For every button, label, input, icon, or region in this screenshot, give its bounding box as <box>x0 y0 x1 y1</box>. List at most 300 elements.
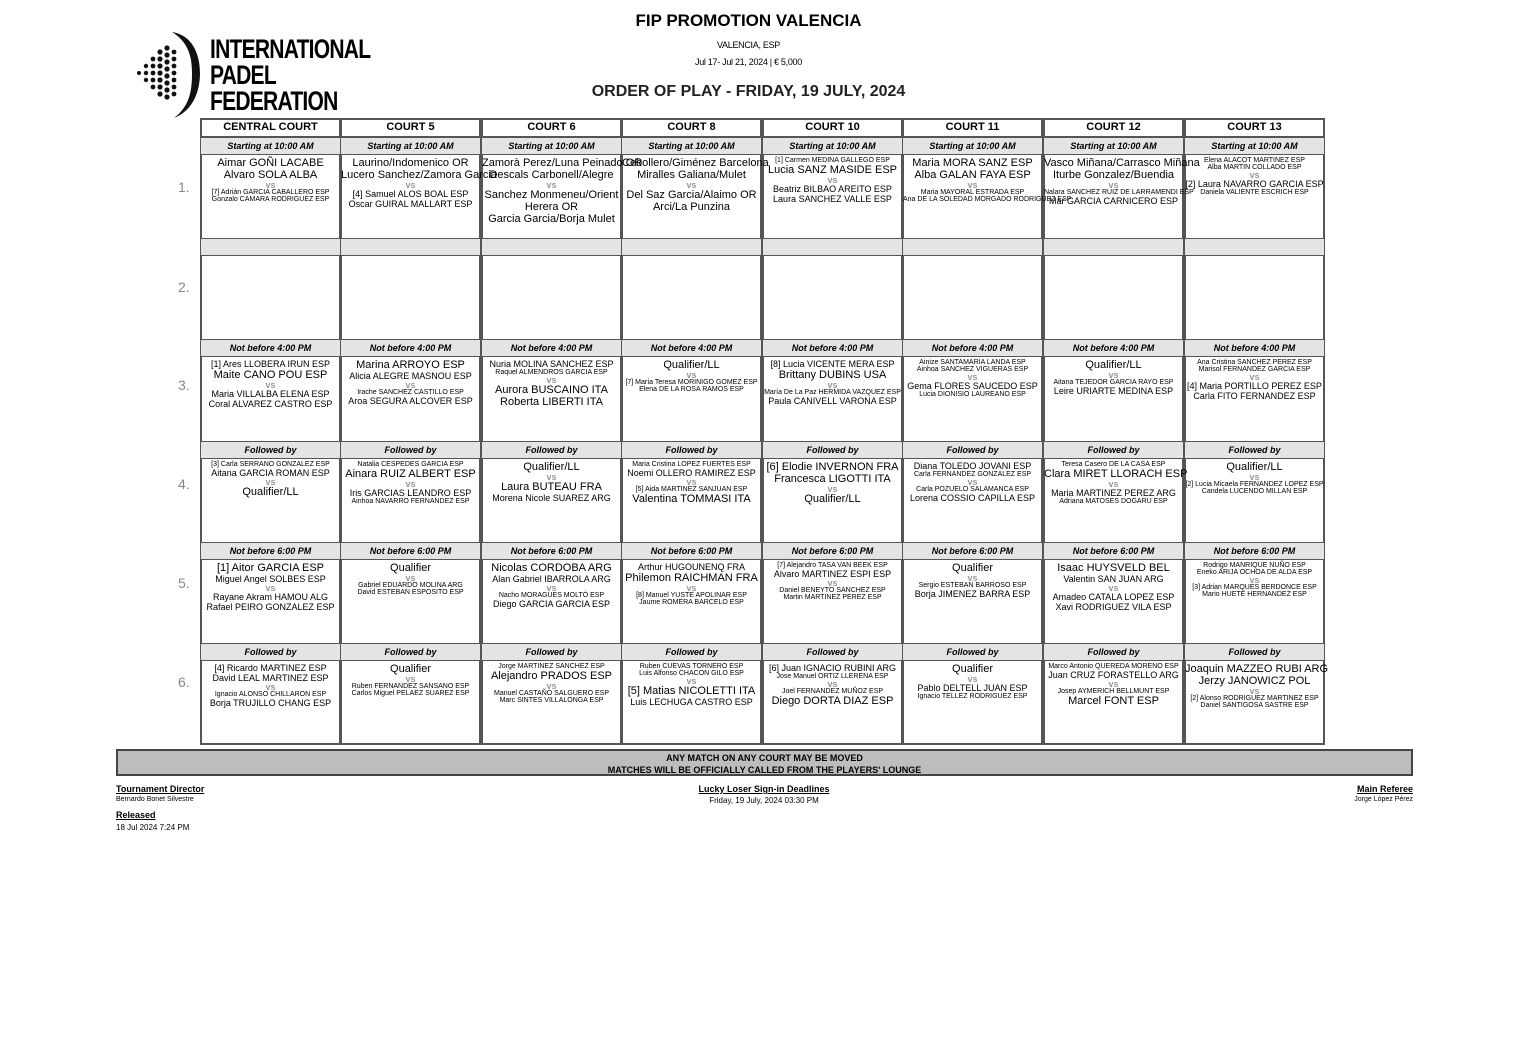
player-line: Eneko ARIJA OCHOA DE ALDA ESP <box>1196 569 1313 576</box>
empty-slot-bar <box>1185 238 1324 256</box>
tournament-title: FIP PROMOTION VALENCIA <box>635 11 862 30</box>
vs-separator: vs <box>546 180 557 190</box>
slot-time-label: Not before 6:00 PM <box>622 542 761 560</box>
player-line: [5] Aida MARTINEZ SANJUAN ESP <box>635 486 748 493</box>
released-label: Released <box>116 810 156 820</box>
player-line: Zamorà Perez/Luna Peinado OR <box>482 157 643 169</box>
player-line: Ainara RUIZ ALBERT ESP <box>345 468 476 480</box>
vs-separator: vs <box>405 380 416 390</box>
player-line: Marco Antonio QUEREDA MORENO ESP <box>1048 663 1179 670</box>
main-referee-label: Main Referee <box>1356 784 1413 794</box>
slot-time-label: Starting at 10:00 AM <box>903 137 1042 155</box>
vs-separator: vs <box>827 578 838 588</box>
player-line: Maria VILLALBA ELENA ESP <box>211 389 330 399</box>
player-line: Miralles Galiana/Mulet <box>637 169 746 181</box>
player-line: Oscar GUIRAL MALLART ESP <box>348 199 473 209</box>
court-header: COURT 6 <box>527 121 576 133</box>
player-line: Diego GARCIA GARCIA ESP <box>492 599 611 609</box>
vs-separator: vs <box>1249 170 1260 180</box>
player-line: Jaume ROMERA BARCELO ESP <box>639 599 744 606</box>
slot-time-label: Followed by <box>482 643 621 661</box>
player-line: Alejandro PRADOS ESP <box>490 670 613 682</box>
player-line: Philemon RAICHMAN FRA <box>625 572 758 584</box>
player-line: Adriana MATOSES DOGARU ESP <box>1059 498 1168 505</box>
player-line: Valentina TOMMASI ITA <box>632 493 751 505</box>
player-line: Garcia Garcia/Borja Mulet <box>488 213 615 225</box>
player-line: Aroa SEGURA ALCOVER ESP <box>348 396 473 406</box>
player-line: Ignacio ALONSO CHILLARON ESP <box>214 691 327 698</box>
player-line: Morena Nicole SUAREZ ARG <box>492 493 611 503</box>
player-line: Clara MIRET LLORACH ESP <box>1044 468 1188 480</box>
vs-separator: vs <box>1108 679 1119 689</box>
player-line: [6] Elodie INVERNON FRA <box>766 461 899 473</box>
empty-slot-bar <box>482 238 621 256</box>
player-line: [1] Ares LLOBERA IRUN ESP <box>210 359 331 369</box>
player-line: [7] Adrián GARCIA CABALLERO ESP <box>211 189 330 196</box>
player-line: Vasco Miñana/Carrasco Miñana <box>1044 157 1200 169</box>
player-line: Ainhoa NAVARRO FERNANDEZ ESP <box>351 498 470 505</box>
vs-separator: vs <box>265 477 276 487</box>
main-referee-name: Jorge López Pérez <box>1354 796 1413 803</box>
match-cell <box>1044 562 1183 642</box>
vs-separator: vs <box>827 484 838 494</box>
player-line: Qualifier/LL <box>663 359 720 371</box>
vs-separator: vs <box>827 380 838 390</box>
slot-time-label: Followed by <box>903 643 1042 661</box>
tournament-director-name: Bernardo Bonet Silvestre <box>116 796 194 803</box>
player-line: Daniel BENEYTO SANCHEZ ESP <box>779 587 886 594</box>
match-cell <box>1185 359 1324 440</box>
match-cell <box>341 359 480 440</box>
slot-time-label: Not before 4:00 PM <box>341 339 480 357</box>
court-header: COURT 13 <box>1227 121 1282 133</box>
player-line: Candela LUCENDO MILLAN ESP <box>1201 488 1308 495</box>
slot-time-label: Followed by <box>1044 643 1183 661</box>
court-header: COURT 5 <box>386 121 435 133</box>
slot-time-label: Not before 4:00 PM <box>763 339 902 357</box>
vs-separator: vs <box>1249 686 1260 696</box>
logo-line: INTERNATIONAL <box>210 34 371 64</box>
match-cell <box>622 663 761 744</box>
slot-time-label: Followed by <box>763 643 902 661</box>
released-value: 18 Jul 2024 7:24 PM <box>116 823 190 832</box>
slot-time-label: Followed by <box>903 441 1042 459</box>
player-line: Qualifier <box>390 562 431 574</box>
player-line: Valentin SAN JUAN ARG <box>1063 574 1164 584</box>
slot-time-label: Not before 6:00 PM <box>341 542 480 560</box>
player-line: Luis Alfonso CHACON GILO ESP <box>639 670 744 677</box>
vs-separator: vs <box>546 681 557 691</box>
player-line: Jorge MARTINEZ SANCHEZ ESP <box>498 663 605 670</box>
empty-slot-bar <box>622 238 761 256</box>
slot-time-label: Starting at 10:00 AM <box>622 137 761 155</box>
player-line: Natalia CESPEDES GARCIA ESP <box>357 461 464 468</box>
row-number: 4. <box>178 476 190 492</box>
player-line: Noemi OLLERO RAMIREZ ESP <box>627 468 756 478</box>
vs-separator: vs <box>546 472 557 482</box>
slot-time-label: Not before 4:00 PM <box>622 339 761 357</box>
match-cell <box>201 461 340 541</box>
slot-time-label: Starting at 10:00 AM <box>1185 137 1324 155</box>
match-cell <box>482 562 621 642</box>
player-line: [1] Aitor GARCIA ESP <box>217 562 324 574</box>
player-line: Laurino/Indomenico OR <box>352 157 469 169</box>
vs-separator: vs <box>967 674 978 684</box>
match-cell <box>903 461 1042 541</box>
player-line: David LEAL MARTINEZ ESP <box>212 673 329 683</box>
player-line: Maite CANO POU ESP <box>213 369 328 381</box>
vs-separator: vs <box>265 682 276 692</box>
player-line: Carla FERNANDEZ GONZALEZ ESP <box>913 471 1032 478</box>
player-line: Alvaro MARTINEZ ESPI ESP <box>773 569 892 579</box>
player-line: Elena ALACOT MARTINEZ ESP <box>1204 157 1305 164</box>
player-line: Alvaro SOLA ALBA <box>223 169 318 181</box>
player-line: Marina ARROYO ESP <box>356 359 465 371</box>
slot-time-label: Starting at 10:00 AM <box>201 137 340 155</box>
slot-time-label: Not before 6:00 PM <box>1044 542 1183 560</box>
vs-separator: vs <box>1108 583 1119 593</box>
match-cell <box>1044 663 1183 744</box>
slot-time-label: Followed by <box>622 441 761 459</box>
player-line: Qualifier/LL <box>1226 461 1283 473</box>
player-line: Ruben FERNANDEZ SANSANO ESP <box>351 683 470 690</box>
player-line: Nuria MOLINA SANCHEZ ESP <box>489 359 614 369</box>
slot-time-label: Not before 4:00 PM <box>1044 339 1183 357</box>
player-line: Lorena COSSIO CAPILLA ESP <box>909 493 1036 503</box>
player-line: [5] Matias NICOLETTI ITA <box>627 685 756 697</box>
player-line: [2] Alonso RODRIGUEZ MARTINEZ ESP <box>1190 695 1319 702</box>
player-line: Ainize SANTAMARIA LANDA ESP <box>919 359 1026 366</box>
match-cell <box>1185 461 1324 541</box>
player-line: Aimar GOÑI LACABE <box>217 157 324 169</box>
match-cell <box>903 562 1042 642</box>
match-cell <box>903 359 1042 440</box>
player-line: Ignacio TELLEZ RODRIGUEZ ESP <box>917 693 1028 700</box>
vs-separator: vs <box>546 583 557 593</box>
player-line: Leire URIARTE MEDINA ESP <box>1053 386 1174 396</box>
slot-time-label: Followed by <box>201 643 340 661</box>
player-line: Xavi RODRIGUEZ VILA ESP <box>1055 602 1172 612</box>
player-line: Carla POZUELO SALAMANCA ESP <box>916 486 1029 493</box>
match-cell <box>1044 461 1188 541</box>
slot-time-label: Not before 4:00 PM <box>903 339 1042 357</box>
vs-separator: vs <box>967 477 978 487</box>
player-line: Borja TRUJILLO CHANG ESP <box>209 698 332 708</box>
player-line: Rafael PEIRO GONZALEZ ESP <box>206 602 335 612</box>
player-line: Nacho MORAGUES MOLTÓ ESP <box>498 592 605 599</box>
court-header: CENTRAL COURT <box>223 121 318 133</box>
player-line: [8] Lucia VICENTE MERA ESP <box>770 359 895 369</box>
player-line: Qualifier <box>390 663 431 675</box>
court-header: COURT 11 <box>945 121 1000 133</box>
player-line: Daniel SANTIGOSA SASTRE ESP <box>1200 702 1309 709</box>
court-header: COURT 10 <box>805 121 860 133</box>
player-line: Joaquin MAZZEO RUBI ARG <box>1185 663 1329 675</box>
player-line: [6] Juan IGNACIO RUBINI ARG <box>768 663 897 673</box>
player-line: Isaac HUYSVELD BEL <box>1057 562 1170 574</box>
player-line: [4] Maria PORTILLO PEREZ ESP <box>1187 381 1322 391</box>
vs-separator: vs <box>405 674 416 684</box>
player-line: [4] Samuel ALOS BOAL ESP <box>352 189 469 199</box>
player-line: Carlos Miguel PELAEZ SUAREZ ESP <box>351 690 470 697</box>
vs-separator: vs <box>686 583 697 593</box>
order-of-play-heading: ORDER OF PLAY - FRIDAY, 19 JULY, 2024 <box>591 83 906 100</box>
player-line: Iris GARCIAS LEANDRO ESP <box>349 488 472 498</box>
match-cell <box>763 663 902 744</box>
match-cell <box>482 359 621 440</box>
notice-moved: ANY MATCH ON ANY COURT MAY BE MOVED <box>666 753 863 763</box>
match-cell <box>482 461 621 541</box>
slot-time-label: Followed by <box>341 441 480 459</box>
player-line: Marc SINTES VILLALONGA ESP <box>499 697 604 704</box>
player-line: Jose Manuel ORTIZ LLERENA ESP <box>776 673 889 680</box>
match-cell <box>622 359 761 440</box>
player-line: Marisol FERNANDEZ GARCIA ESP <box>1198 366 1311 373</box>
match-cell <box>201 157 340 238</box>
player-line: Ana DE LA SOLEDAD MORGADO RODRIGUEZ ESP <box>903 196 1072 203</box>
row-number: 6. <box>178 674 190 690</box>
player-line: Herera OR <box>524 201 579 213</box>
match-cell <box>903 157 1072 238</box>
player-line: Manuel CASTAÑO SALGUERO ESP <box>493 690 610 697</box>
player-line: Descals Carbonell/Alegre <box>489 169 614 181</box>
match-cell <box>201 663 340 744</box>
match-cell <box>1044 157 1200 238</box>
player-line: David ESTEBAN ESPOSITO ESP <box>357 589 464 596</box>
slot-time-label: Followed by <box>622 643 761 661</box>
tournament-location: VALENCIA, ESP <box>717 40 780 50</box>
player-line: Gema FLORES SAUCEDO ESP <box>907 381 1038 391</box>
slot-time-label: Followed by <box>341 643 480 661</box>
slot-time-label: Not before 6:00 PM <box>201 542 340 560</box>
player-line: Diana TOLEDO JOVANI ESP <box>913 461 1032 471</box>
player-line: María De La Paz HERMIDA VAZQUEZ ESP <box>764 389 901 396</box>
empty-slot-bar <box>341 238 480 256</box>
player-line: Joel FERNANDEZ MUÑOZ ESP <box>781 688 884 695</box>
player-line: Raquel ALMENDROS GARCIA ESP <box>495 369 608 376</box>
player-line: [1] Carmen MEDINA GALLEGO ESP <box>775 157 890 164</box>
player-line: Alan Gabriel IBARROLA ARG <box>492 574 611 584</box>
player-line: Aitana TEJEDOR GARCIA RAYO ESP <box>1053 379 1174 386</box>
player-line: Alicia ALEGRE MASNOU ESP <box>349 371 472 381</box>
empty-slot-bar <box>201 238 340 256</box>
vs-separator: vs <box>265 583 276 593</box>
vs-separator: vs <box>827 175 838 185</box>
player-line: Del Saz Garcia/Alaimo OR <box>626 189 757 201</box>
player-line: [2] Laura NAVARRO GARCIA ESP <box>1185 179 1324 189</box>
vs-separator: vs <box>967 573 978 583</box>
empty-slot-bar <box>763 238 902 256</box>
match-cell <box>1044 359 1183 440</box>
player-line: Maria Cristina LOPEZ FUERTES ESP <box>632 461 751 468</box>
slot-time-label: Not before 6:00 PM <box>763 542 902 560</box>
lucky-loser-value: Friday, 19 July, 2024 03:30 PM <box>709 796 819 805</box>
player-line: Roberta LIBERTI ITA <box>500 396 603 408</box>
player-line: Elena DE LA ROSA RAMOS ESP <box>639 386 744 393</box>
player-line: Maria MAYORAL ESTRADA ESP <box>920 189 1025 196</box>
player-line: Cebollero/Giménez Barcelona <box>622 157 769 169</box>
player-line: Laura SANCHEZ VALLE ESP <box>773 194 892 204</box>
slot-time-label: Not before 6:00 PM <box>1185 542 1324 560</box>
slot-time-label: Followed by <box>1185 441 1324 459</box>
player-line: Qualifier/LL <box>1085 359 1142 371</box>
match-cell <box>763 157 902 238</box>
player-line: Rayane Akram HAMOU ALG <box>212 592 329 602</box>
court-header: COURT 8 <box>667 121 716 133</box>
vs-separator: vs <box>1249 372 1260 382</box>
player-line: Borja JIMENEZ BARRA ESP <box>914 589 1031 599</box>
vs-separator: vs <box>967 372 978 382</box>
match-cell <box>341 461 480 541</box>
player-line: Lucero Sanchez/Zamora Garcia <box>341 169 497 181</box>
player-line: Alba MARTIN COLLADO ESP <box>1207 164 1302 171</box>
slot-time-label: Followed by <box>1185 643 1324 661</box>
player-line: Beatriz BILBAO AREITO ESP <box>773 184 892 194</box>
player-line: Josep AYMERICH BELLMUNT ESP <box>1057 688 1170 695</box>
notice-lounge: MATCHES WILL BE OFFICIALLY CALLED FROM THE PLAYERS' LOUNGE <box>607 765 922 775</box>
player-line: Aurora BUSCAINO ITA <box>495 384 608 396</box>
vs-separator: vs <box>1108 370 1119 380</box>
tournament-director-label: Tournament Director <box>116 784 205 794</box>
player-line: Alba GALAN FAYA ESP <box>914 169 1031 181</box>
match-cell <box>482 663 621 744</box>
lucky-loser-label: Lucky Loser Sign-in Deadlines <box>698 784 830 794</box>
match-cell <box>622 461 761 541</box>
player-line: [3] Adrian MARQUES BERDONCE ESP <box>1192 584 1317 591</box>
row-number: 1. <box>178 179 190 195</box>
vs-separator: vs <box>265 380 276 390</box>
player-line: Diego DORTA DIAZ ESP <box>771 695 894 707</box>
player-line: Iturbe Gonzalez/Buendia <box>1052 169 1175 181</box>
player-line: [2] Lucia Micaela FERNANDEZ LOPEZ ESP <box>1185 481 1324 488</box>
player-line: Ruben CUEVAS TORNERO ESP <box>639 663 744 670</box>
player-line: Gonzalo CAMARA RODRIGUEZ ESP <box>211 196 330 203</box>
vs-separator: vs <box>686 370 697 380</box>
slot-time-label: Not before 6:00 PM <box>903 542 1042 560</box>
empty-slot-bar <box>903 238 1042 256</box>
notice-box <box>116 749 1413 776</box>
slot-time-label: Starting at 10:00 AM <box>1044 137 1183 155</box>
vs-separator: vs <box>265 180 276 190</box>
slot-time-label: Followed by <box>1044 441 1183 459</box>
empty-slot-bar <box>1044 238 1183 256</box>
vs-separator: vs <box>546 375 557 385</box>
player-line: Maria MARTINEZ PEREZ ARG <box>1051 488 1176 498</box>
vs-separator: vs <box>1108 479 1119 489</box>
slot-time-label: Not before 4:00 PM <box>1185 339 1324 357</box>
player-line: Paula CANIVELL VARONA ESP <box>768 396 897 406</box>
player-line: Qualifier/LL <box>804 493 861 505</box>
player-line: Pablo DELTELL JUAN ESP <box>917 683 1028 693</box>
slot-time-label: Followed by <box>482 441 621 459</box>
vs-separator: vs <box>1108 180 1119 190</box>
player-line: Ainhoa SANCHEZ VIGUERAS ESP <box>916 366 1029 373</box>
player-line: Nicolas CORDOBA ARG <box>491 562 612 574</box>
player-line: [3] Carla SERRANO GONZALEZ ESP <box>211 461 330 468</box>
vs-separator: vs <box>405 479 416 489</box>
row-number: 2. <box>178 279 190 295</box>
slot-time-label: Starting at 10:00 AM <box>341 137 480 155</box>
player-line: Gabriel EDUARDO MOLINA ARG <box>358 582 463 589</box>
player-line: [7] María Teresa MORINIGO GOMEZ ESP <box>625 379 758 386</box>
player-line: Jerzy JANOWICZ POL <box>1198 675 1311 687</box>
player-line: Arci/La Punzina <box>652 201 731 213</box>
slot-time-label: Starting at 10:00 AM <box>482 137 621 155</box>
vs-separator: vs <box>686 477 697 487</box>
player-line: Amadeo CATALA LOPEZ ESP <box>1052 592 1175 602</box>
match-cell <box>341 157 497 238</box>
player-line: [7] Alejandro TASA VAN BEEK ESP <box>777 562 888 569</box>
vs-separator: vs <box>686 180 697 190</box>
player-line: Coral ALVAREZ CASTRO ESP <box>208 399 333 409</box>
slot-time-label: Not before 4:00 PM <box>482 339 621 357</box>
player-line: Nalara SANCHEZ RUIZ DE LARRAMENDI ESP <box>1044 189 1194 196</box>
player-line: Ana Cristina SANCHEZ PEREZ ESP <box>1197 359 1312 366</box>
slot-time-label: Followed by <box>763 441 902 459</box>
match-cell <box>201 562 340 642</box>
vs-separator: vs <box>1249 575 1260 585</box>
slot-time-label: Followed by <box>201 441 340 459</box>
slot-time-label: Starting at 10:00 AM <box>763 137 902 155</box>
player-line: Lucia SANZ MASIDE ESP <box>768 164 897 176</box>
vs-separator: vs <box>686 676 697 686</box>
player-line: Irache SANCHEZ CASTILLO ESP <box>357 389 464 396</box>
match-cell <box>763 562 902 642</box>
match-cell <box>622 562 761 642</box>
vs-separator: vs <box>967 180 978 190</box>
match-cell <box>1185 562 1324 642</box>
player-line: Marcel FONT ESP <box>1068 695 1159 707</box>
court-header: COURT 12 <box>1086 121 1141 133</box>
player-line: Qualifier <box>952 663 993 675</box>
logo-line: PADEL <box>210 60 276 90</box>
player-line: Teresa Casero DE LA CASA ESP <box>1061 461 1166 468</box>
match-cell <box>482 157 643 238</box>
match-cell <box>763 461 902 541</box>
player-line: Martin MARTINEZ PEREZ ESP <box>783 594 882 601</box>
player-line: Aitana GARCIA ROMAN ESP <box>211 468 330 478</box>
match-cell <box>763 359 902 440</box>
tournament-dates: Jul 17- Jul 21, 2024 | € 5,000 <box>695 57 802 67</box>
row-number: 3. <box>178 377 190 393</box>
logo-line: FEDERATION <box>210 86 338 116</box>
slot-time-label: Not before 4:00 PM <box>201 339 340 357</box>
match-cell <box>1185 663 1329 744</box>
player-line: Arthur HUGOUNENQ FRA <box>637 562 745 572</box>
player-line: Qualifier <box>952 562 993 574</box>
player-line: Rodrigo MANRIQUE NUÑO ESP <box>1203 562 1306 569</box>
player-line: Lucia DIONISIO LAUREANO ESP <box>919 391 1026 398</box>
vs-separator: vs <box>405 180 416 190</box>
player-line: Maria MORA SANZ ESP <box>912 157 1033 169</box>
match-cell <box>341 562 480 642</box>
player-line: Juan CRUZ FORASTELLO ARG <box>1048 670 1179 680</box>
match-cell <box>903 663 1042 744</box>
player-line: [4] Ricardo MARTINEZ ESP <box>214 663 327 673</box>
vs-separator: vs <box>1249 472 1260 482</box>
row-number: 5. <box>178 575 190 591</box>
match-cell <box>1185 157 1324 238</box>
player-line: Mar GARCIA CARNICERO ESP <box>1048 196 1179 206</box>
player-line: Miguel Angel SOLBES ESP <box>215 574 326 584</box>
vs-separator: vs <box>405 573 416 583</box>
player-line: Francesca LIGOTTI ITA <box>774 473 891 485</box>
player-line: Sergio ESTEBAN BARROSO ESP <box>918 582 1027 589</box>
player-line: Qualifier/LL <box>242 486 299 498</box>
vs-separator: vs <box>827 679 838 689</box>
player-line: [8] Manuel YUSTE APOLINAR ESP <box>636 592 747 599</box>
match-cell <box>201 359 340 440</box>
